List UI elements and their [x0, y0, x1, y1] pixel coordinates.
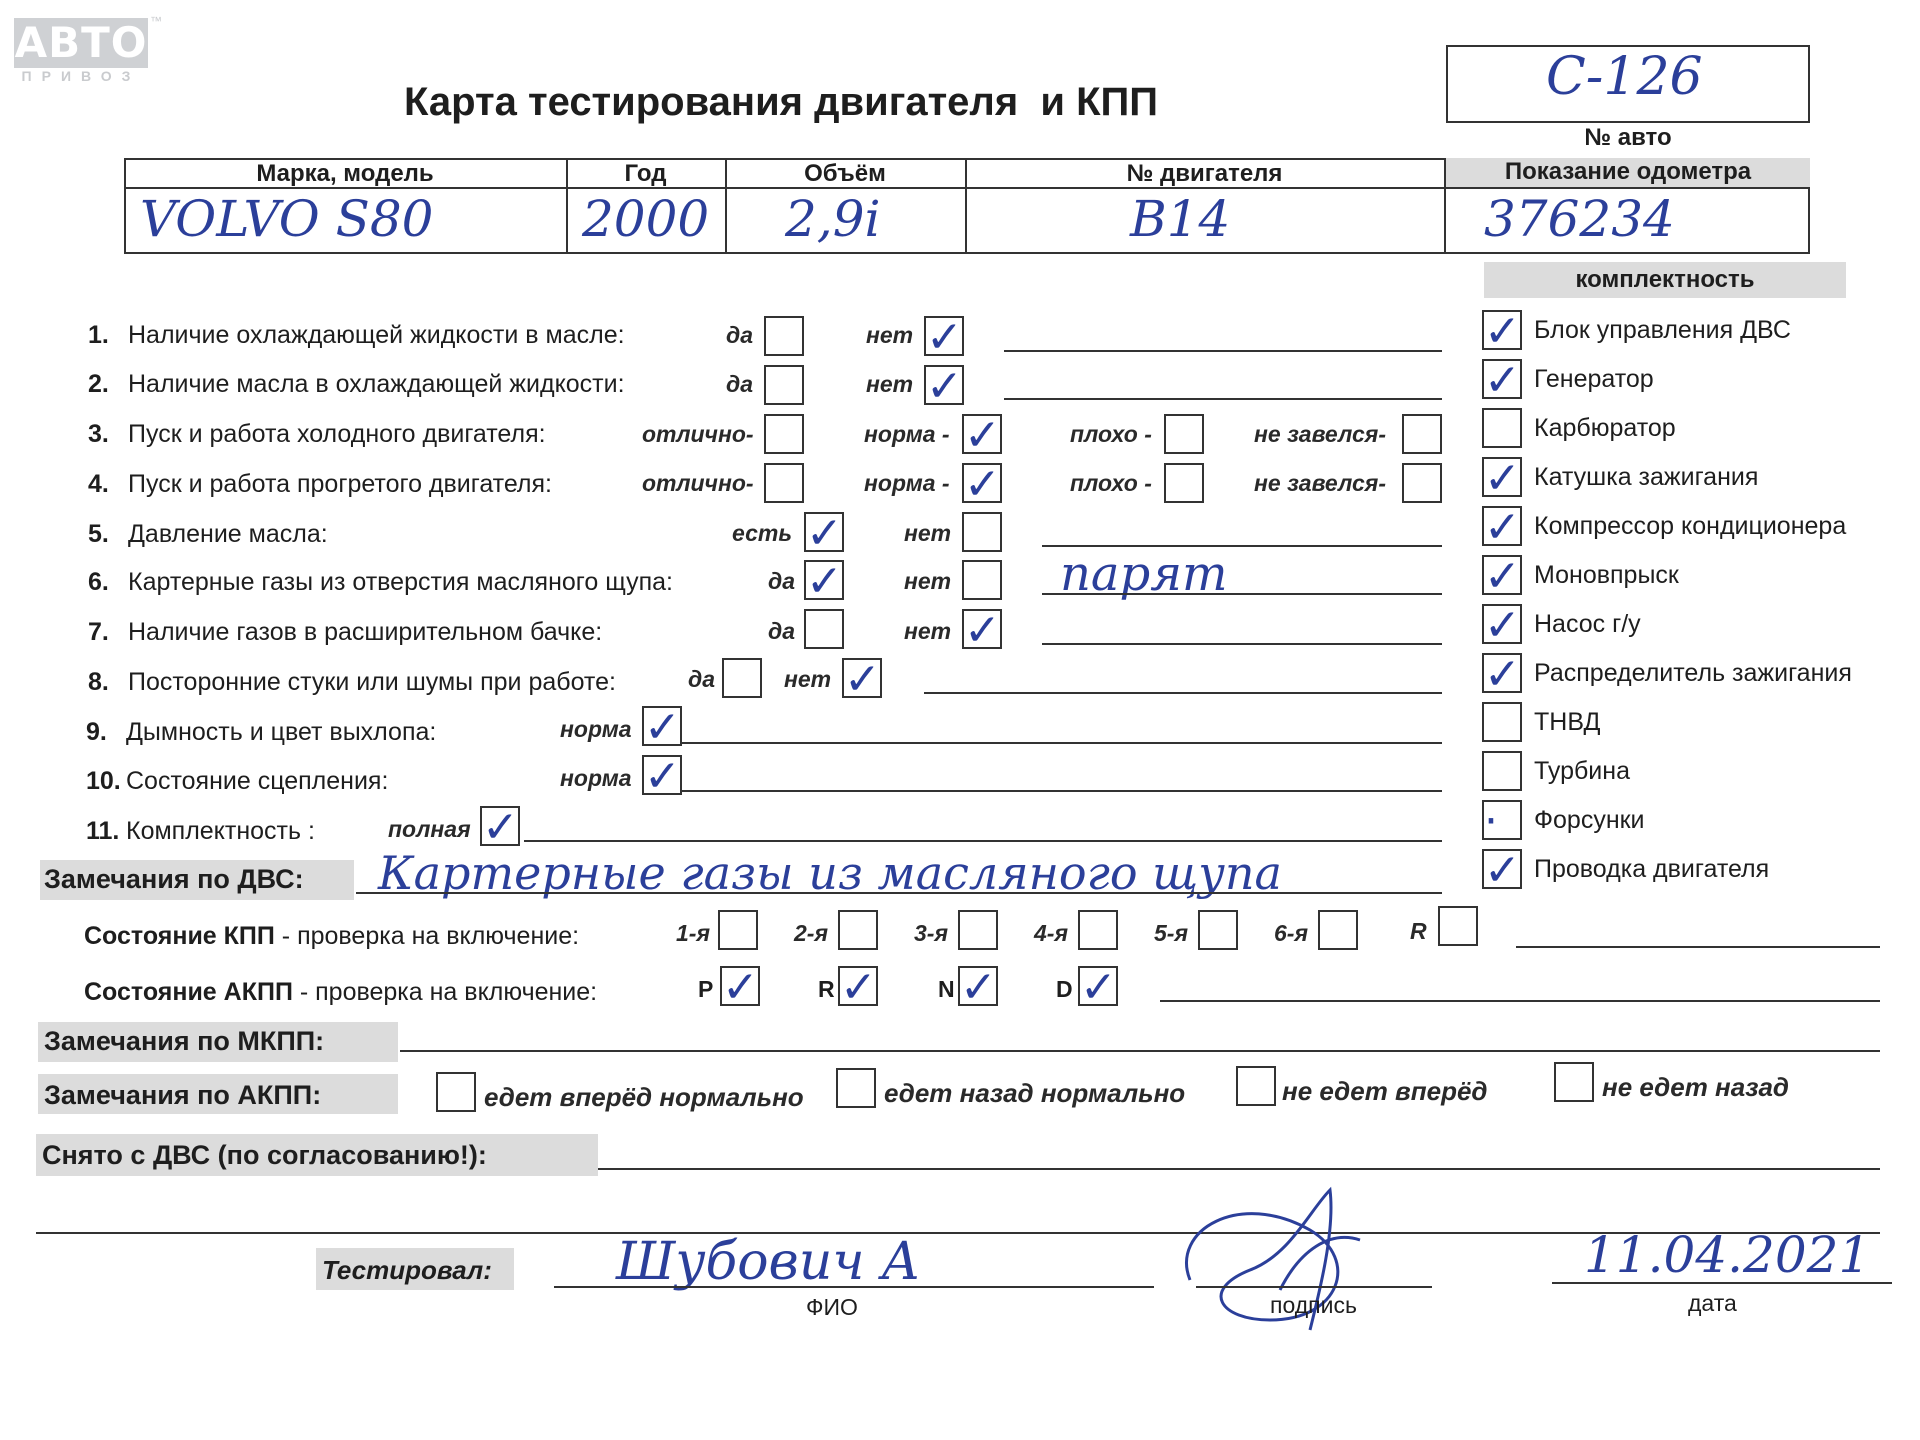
car-number-value: С-126: [1546, 47, 1703, 107]
checkbox-net[interactable]: [962, 512, 1002, 552]
checkbox-norma[interactable]: ✓: [964, 410, 1001, 461]
checkbox-da[interactable]: ✓: [806, 556, 843, 607]
car-number-box: [1446, 45, 1810, 123]
date-line: [1552, 1282, 1892, 1284]
kpp-label-rest: - проверка на включение:: [274, 922, 580, 950]
answer-line: [1004, 398, 1442, 400]
answer-line: [1004, 350, 1442, 352]
item-label: Наличие масла в охлаждающей жидкости:: [128, 370, 625, 398]
item-label: Комплектность :: [126, 817, 315, 845]
remarks-mkpp-label: Замечания по МКПП:: [44, 1026, 325, 1056]
akpp-remark-checkbox[interactable]: [1236, 1066, 1276, 1106]
item-number: 9.: [86, 718, 107, 746]
checkbox-ploho[interactable]: [1164, 414, 1204, 454]
komplekt-item: Моновпрыск: [1534, 561, 1679, 589]
mode-checkbox[interactable]: ✓: [960, 962, 997, 1013]
page-title: Карта тестирования двигателя и КПП: [404, 80, 1159, 124]
komplekt-item: Насос г/у: [1534, 610, 1641, 638]
option-label: не завелся-: [1254, 470, 1386, 496]
akpp-remark-checkbox[interactable]: [1554, 1062, 1594, 1102]
komplekt-checkbox[interactable]: ✓: [1484, 649, 1521, 700]
answer-line: [1042, 593, 1442, 595]
mode-checkbox[interactable]: ✓: [840, 962, 877, 1013]
akpp-label-bold: Состояние АКПП: [84, 978, 293, 1006]
item-number: 3.: [88, 420, 109, 448]
mode-label: P: [698, 976, 714, 1002]
answer-line: [1042, 643, 1442, 645]
model-value: VOLVO S80: [140, 190, 434, 248]
option-label: отлично-: [642, 470, 754, 496]
option-label: норма: [560, 716, 632, 742]
option-label: полная: [388, 816, 471, 842]
checkbox-norma[interactable]: ✓: [644, 751, 681, 802]
checkbox-otlichno[interactable]: [764, 463, 804, 503]
mode-label: R: [818, 976, 835, 1002]
komplekt-checkbox[interactable]: ✓: [1484, 306, 1521, 357]
option-label: нет: [904, 618, 952, 644]
checkbox-otlichno[interactable]: [764, 414, 804, 454]
removed-label: Снято с ДВС (по согласованию!):: [42, 1140, 487, 1170]
item-number: 8.: [88, 668, 109, 696]
item-label: Картерные газы из отверстия масляного щупа:: [128, 568, 673, 596]
checkbox-ne-zavelsya[interactable]: [1402, 463, 1442, 503]
car-number-label: № авто: [1584, 124, 1672, 151]
akpp-remark-label: не едет назад: [1602, 1072, 1790, 1102]
option-label: нет: [904, 520, 952, 546]
col-header-engine-no: № двигателя: [1126, 160, 1283, 187]
komplekt-item: Компрессор кондиционера: [1534, 512, 1847, 540]
akpp-remark-label: не едет вперёд: [1282, 1076, 1488, 1106]
option-label: да: [768, 618, 796, 644]
gear-checkbox[interactable]: [838, 910, 878, 950]
fio-value: Шубович А: [616, 1232, 921, 1292]
sign-caption: подпись: [1270, 1292, 1357, 1318]
logo-text: АВТО: [14, 18, 148, 67]
option-label: да: [726, 322, 754, 348]
gear-checkbox[interactable]: [958, 910, 998, 950]
gear-checkbox[interactable]: [718, 910, 758, 950]
checkbox-net[interactable]: [962, 560, 1002, 600]
gear-checkbox[interactable]: [1078, 910, 1118, 950]
fio-caption: ФИО: [806, 1294, 858, 1320]
checkbox-da[interactable]: [722, 658, 762, 698]
gear-label: 2-я: [794, 920, 828, 946]
komplekt-title: комплектность: [1575, 266, 1755, 293]
akpp-remark-label: едет назад нормально: [884, 1078, 1186, 1108]
option-label: плохо -: [1070, 470, 1152, 496]
komplekt-checkbox[interactable]: ✓: [1484, 600, 1521, 651]
answer-line: [682, 790, 1442, 792]
checkbox-net[interactable]: ✓: [926, 312, 963, 363]
sign-line: [1196, 1286, 1432, 1288]
checkbox-norma[interactable]: ✓: [964, 459, 1001, 510]
item-number: 7.: [88, 618, 109, 646]
komplekt-item: Катушка зажигания: [1534, 463, 1759, 491]
mode-label: N: [938, 976, 955, 1002]
option-label: норма -: [864, 470, 950, 496]
remarks-akpp-label: Замечания по АКПП:: [44, 1080, 322, 1110]
option-label: плохо -: [1070, 421, 1152, 447]
item-label: Пуск и работа холодного двигателя:: [128, 420, 546, 448]
odometer-value: 376234: [1484, 190, 1675, 248]
remarks-dvs-label: Замечания по ДВС:: [44, 864, 304, 894]
gear-label: 3-я: [914, 920, 948, 946]
komplekt-item: Карбюратор: [1534, 414, 1676, 442]
mode-checkbox[interactable]: ✓: [1080, 962, 1117, 1013]
col-header-odometer: Показание одометра: [1504, 158, 1752, 185]
checkbox-da[interactable]: [764, 365, 804, 405]
komplekt-item: Турбина: [1534, 757, 1630, 785]
volume-value: 2,9i: [785, 190, 881, 248]
option-label: да: [688, 666, 716, 692]
komplekt-checkbox[interactable]: [1482, 702, 1522, 742]
checkbox-net[interactable]: ✓: [926, 361, 963, 412]
item-number: 6.: [88, 568, 109, 596]
komplekt-item: Распределитель зажигания: [1534, 659, 1852, 687]
gear-checkbox[interactable]: [1438, 906, 1478, 946]
item-label: Состояние сцепления:: [126, 767, 389, 795]
akpp-remark-label: едет вперёд нормально: [484, 1082, 804, 1112]
checkbox-norma[interactable]: ✓: [644, 702, 681, 753]
komplekt-checkbox[interactable]: ·: [1482, 800, 1522, 840]
gear-checkbox[interactable]: [1318, 910, 1358, 950]
answer-line: [356, 892, 1442, 894]
col-header-volume: Объём: [804, 160, 886, 187]
answer-line: [682, 742, 1442, 744]
item-number: 10.: [86, 767, 121, 795]
checkbox-net[interactable]: ✓: [964, 605, 1001, 656]
akpp-label-rest: - проверка на включение:: [292, 978, 598, 1006]
komplekt-checkbox[interactable]: ✓: [1484, 355, 1521, 406]
option-label: нет: [784, 666, 832, 692]
gear-label: 5-я: [1154, 920, 1188, 946]
komplekt-item: Проводка двигателя: [1534, 855, 1770, 883]
komplekt-checkbox[interactable]: ✓: [1484, 845, 1521, 896]
option-label: норма -: [864, 421, 950, 447]
checkbox-est[interactable]: ✓: [806, 508, 843, 559]
option-label: нет: [866, 371, 914, 397]
option-label: да: [768, 568, 796, 594]
item-label: Пуск и работа прогретого двигателя:: [128, 470, 552, 498]
mode-checkbox[interactable]: ✓: [722, 962, 759, 1013]
logo-tm: ™: [150, 14, 162, 28]
komplekt-checkbox[interactable]: [1482, 408, 1522, 448]
option-label: да: [726, 371, 754, 397]
date-caption: дата: [1688, 1290, 1737, 1316]
answer-line: [524, 840, 1442, 842]
komplekt-checkbox[interactable]: ✓: [1484, 551, 1521, 602]
year-value: 2000: [582, 190, 710, 248]
engine-no-value: B14: [1130, 190, 1231, 248]
checkbox-net[interactable]: ✓: [844, 654, 881, 705]
option-label: нет: [866, 322, 914, 348]
item-number: 11.: [86, 817, 120, 845]
kpp-label-bold: Состояние КПП: [84, 922, 275, 950]
item-label: Посторонние стуки или шумы при работе:: [128, 668, 616, 696]
fio-line: [554, 1286, 1154, 1288]
option-label: отлично-: [642, 421, 754, 447]
item-number: 2.: [88, 370, 109, 398]
option-label: есть: [732, 520, 792, 546]
akpp-label: [84, 978, 597, 1007]
item-number: 1.: [88, 321, 109, 349]
answer-line: [1516, 946, 1880, 948]
komplekt-checkbox[interactable]: ✓: [1484, 502, 1521, 553]
answer-line: [924, 692, 1442, 694]
checkbox-da[interactable]: [804, 609, 844, 649]
checkbox-polnaya[interactable]: ✓: [482, 802, 519, 853]
date-value: 11.04.2021: [1584, 1226, 1871, 1284]
option-label: норма: [560, 765, 632, 791]
item-label: Дымность и цвет выхлопа:: [126, 718, 437, 746]
option-label: нет: [904, 568, 952, 594]
checkbox-da[interactable]: [764, 316, 804, 356]
mode-label: D: [1056, 976, 1073, 1002]
gear-checkbox[interactable]: [1198, 910, 1238, 950]
komplekt-checkbox[interactable]: ✓: [1484, 453, 1521, 504]
akpp-remark-checkbox[interactable]: [436, 1072, 476, 1112]
item-label: Наличие газов в расширительном бачке:: [128, 618, 603, 646]
komplekt-item: Блок управления ДВС: [1534, 316, 1791, 344]
answer-line: [400, 1050, 1880, 1052]
akpp-remark-checkbox[interactable]: [836, 1068, 876, 1108]
checkbox-ne-zavelsya[interactable]: [1402, 414, 1442, 454]
komplekt-item: ТНВД: [1534, 708, 1601, 736]
gear-label: 4-я: [1034, 920, 1068, 946]
logo: [14, 18, 148, 68]
item-number: 5.: [88, 520, 109, 548]
remarks-dvs-value: Картерные газы из масляного щупа: [378, 846, 1282, 900]
logo-subtitle: ПРИВОЗ: [21, 68, 141, 84]
gear-label: 1-я: [676, 920, 710, 946]
col-header-year: Год: [624, 160, 667, 187]
komplekt-item: Генератор: [1534, 365, 1654, 393]
gear-label: 6-я: [1274, 920, 1308, 946]
answer-line: [1160, 1000, 1880, 1002]
note-6: парят: [1060, 546, 1228, 602]
checkbox-ploho[interactable]: [1164, 463, 1204, 503]
komplekt-checkbox[interactable]: [1482, 751, 1522, 791]
col-header-model: Марка, модель: [256, 160, 434, 187]
komplekt-item: Форсунки: [1534, 806, 1645, 834]
item-number: 4.: [88, 470, 109, 498]
item-label: Давление масла:: [128, 520, 328, 548]
gear-label: R: [1410, 918, 1427, 944]
kpp-label: [84, 922, 579, 951]
tested-label: Тестировал:: [322, 1255, 492, 1285]
item-label: Наличие охлаждающей жидкости в масле:: [128, 321, 625, 349]
option-label: не завелся-: [1254, 421, 1386, 447]
